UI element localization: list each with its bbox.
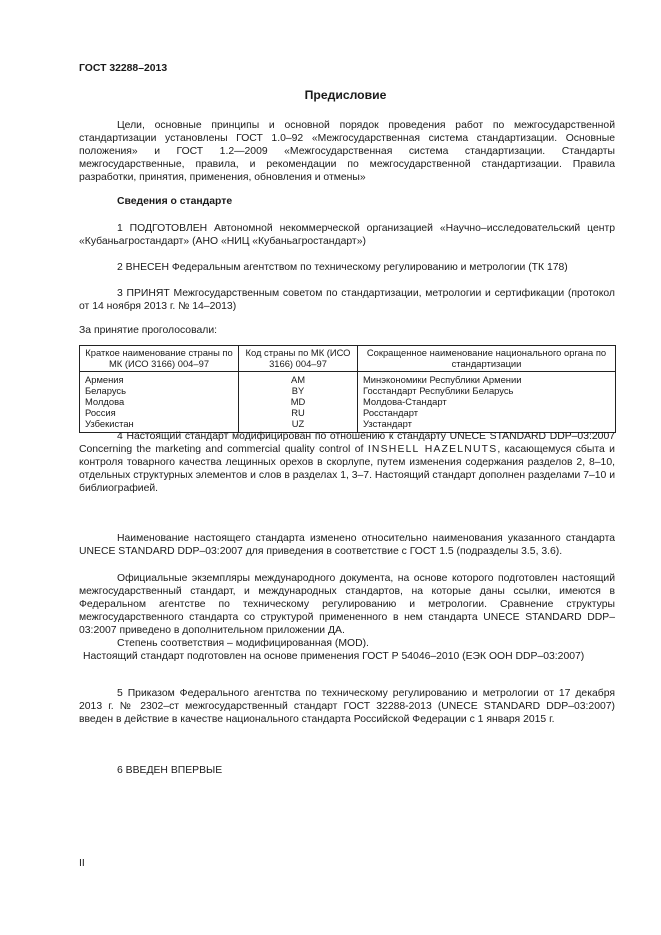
country-cell: Армения	[80, 372, 239, 386]
table-row	[80, 385, 616, 396]
code-cell: BY	[239, 385, 358, 396]
code-cell: AM	[239, 372, 358, 386]
table-row	[80, 396, 616, 407]
item-3-adopted: 3 ПРИНЯТ Межгосударственным советом по стандартизации, метрологии и сертификации (протокол от 14 ноября 2013 г. № 14–2013)	[79, 288, 615, 312]
item-4-modified	[79, 430, 615, 495]
country-cell: Беларусь	[80, 385, 239, 396]
item-4-text-after: , касающемуся сбыта и контроля товарного качества лещинных орехов в скорлупе, путем изменения содержания разделов 2, 8–10, отдельных структурных элементов и слов в разделах 1, 3–7. Настоящий стандарт дополнен разделами 7–10 и библиографией.	[79, 444, 615, 494]
item-5-order: 5 Приказом Федерального агентства по техническому регулированию и метрологии от 17 декабря 2013 г. № 2302–ст межгосударственный стандарт ГОСТ 32288-2013 (UNECE STANDARD DDP–03:2007) введен в действие в качестве национального стандарта Российской Федерации с 1 января 2015 г.	[79, 688, 615, 725]
item-4-product-name: INSHELL HAZELNUTS	[367, 444, 498, 455]
item-2-introduced: 2 ВНЕСЕН Федеральным агентством по техническому регулированию и метрологии (ТК 178)	[117, 262, 568, 273]
page-title: Предисловие	[304, 88, 387, 102]
voted-label: За принятие проголосовали:	[79, 325, 218, 336]
country-cell: Узбекистан	[80, 418, 239, 433]
name-change-paragraph: Наименование настоящего стандарта изменено относительно наименования указанного стандарта UNECE STANDARD DDP–03:2007 для приведения в соответствие с ГОСТ 1.5 (подразделы 3.5, 3.6).	[79, 533, 615, 557]
authority-cell: Молдова-Стандарт	[358, 396, 616, 407]
authority-cell: Минэкономики Республики Армении	[358, 372, 616, 386]
intro-paragraph: Цели, основные принципы и основной порядок проведения работ по межгосударственной стандартизации установлены ГОСТ 1.0–92 «Межгосударственная система стандартизации. Основные положения» и ГОСТ 1.2—2009 «Межгосударственная система стандартизации. Стандарты межгосударственные, правила, и рекомендации по межгосударственной стандартизации. Правила разработки, принятия, применения, обновления и отмены»	[79, 120, 615, 183]
section-heading: Сведения о стандарте	[117, 196, 233, 207]
authority-cell: Росстандарт	[358, 407, 616, 418]
document-code-header: ГОСТ 32288–2013	[79, 63, 168, 74]
column-header-authority: Сокращенное наименование национального органа по стандартизации	[358, 346, 616, 372]
prepared-basis-paragraph: Настоящий стандарт подготовлен на основе применения ГОСТ Р 54046–2010 (ЕЭК ООН DDP–03:2007)	[83, 651, 585, 662]
authority-cell: Узстандарт	[358, 418, 616, 433]
table-header-row	[80, 346, 616, 372]
voting-table	[79, 345, 616, 433]
item-1-prepared: 1 ПОДГОТОВЛЕН Автономной некоммерческой организацией «Научно–исследовательский центр «Кубаньагростандарт» (АНО «НИЦ «Кубаньагростандарт»)	[79, 223, 615, 247]
table-row	[80, 407, 616, 418]
code-cell: RU	[239, 407, 358, 418]
official-copies-paragraph: Официальные экземпляры международного документа, на основе которого подготовлен настоящий межгосударственный стандарт, и международных стандартов, на которые даны ссылки, имеются в Федеральном агентстве по техническому регулированию и метрологии. Сравнение структуры межгосударственного стандарта со структурой примененного в нем стандарта UNECE STANDARD DDP–03:2007 приведено в дополнительном приложении ДА.	[79, 573, 615, 636]
table-row	[80, 372, 616, 386]
column-header-code: Код страны по МК (ИСО 3166) 004–97	[239, 346, 358, 372]
degree-of-conformity: Степень соответствия – модифицированная (MOD).	[117, 638, 369, 649]
code-cell: MD	[239, 396, 358, 407]
country-cell: Россия	[80, 407, 239, 418]
item-6-first-introduced: 6 ВВЕДЕН ВПЕРВЫЕ	[117, 765, 223, 776]
item-4-text-before: 4 Настоящий стандарт модифицирован по отношению к стандарту UNECE STANDARD DDP–03:2007 Concerning the marketing and commercial quality control of	[79, 431, 615, 455]
code-cell: UZ	[239, 418, 358, 433]
authority-cell: Госстандарт Республики Беларусь	[358, 385, 616, 396]
page-number: II	[79, 858, 85, 869]
column-header-country: Краткое наименование страны по МК (ИСО 3166) 004–97	[80, 346, 239, 372]
country-cell: Молдова	[80, 396, 239, 407]
